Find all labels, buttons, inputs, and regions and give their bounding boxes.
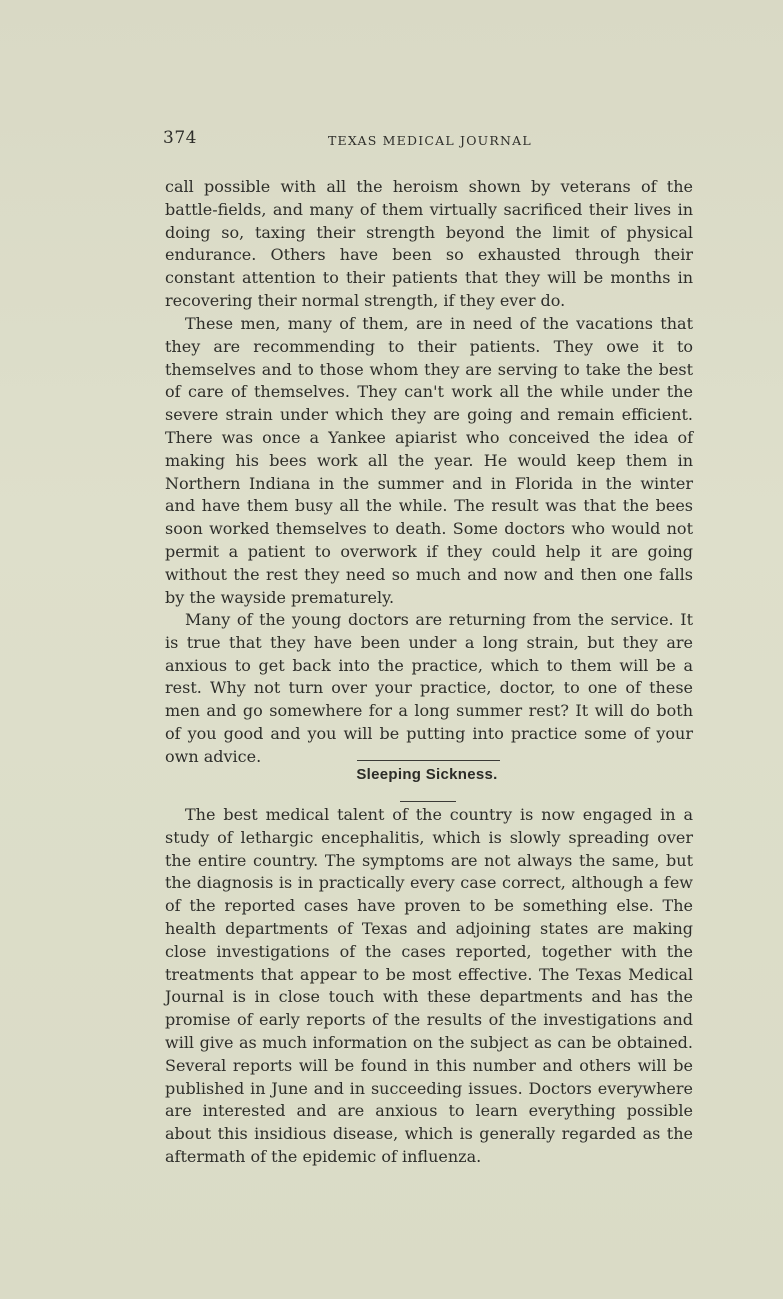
body-paragraph: call possible with all the heroism shown by veterans of the battle-fields, and many of them virtually sacrificed their lives in doing so, taxing their strength beyond the limit of physical endurance. Others have been so exhausted through their constant attention to their patients that they will be months in recovering their normal strength, if they ever do.	[165, 177, 693, 310]
running-head: TEXAS MEDICAL JOURNAL	[328, 133, 532, 148]
page-header	[163, 128, 693, 152]
section-paragraph: The best medical talent of the country is now engaged in a study of lethargic encephalitis, which is slowly spreading over the entire country. The symptoms are not always the same, but the diagnosis is in practically every case correct, although a few of the reported cases have proven to be something else. The health departments of Texas and adjoining states are making close investigations of the cases reported, together with the treatments that appear to be most effective. The Texas Medical Journal is in close touch with these departments and has the promise of early reports of the results of the investigations and will give as much information on the subject as can be obtained. Several reports will be found in this number and others will be published in June and in succeeding issues. Doctors everywhere are interested and are anxious to learn everything possible about this insidious disease, which is generally regarded as the aftermath of the epidemic of influenza.	[165, 805, 693, 1166]
body-paragraph: Many of the young doctors are returning from the service. It is true that they have been under a long strain, but they are anxious to get back into the practice, which to them will be a rest. Why not turn over your practice, doctor, to one of these men and go somewhere for a long summer rest? It will do both of you good and you will be putting into practice some of your own advice.	[165, 610, 693, 766]
body-paragraph: These men, many of them, are in need of the vacations that they are recommending to their patients. They owe it to themselves and to those whom they are serving to take the best of care of themselves. They can't work all the while under the severe strain under which they are going and remain efficient. There was once a Yankee apiarist who conceived the idea of making his bees work all the year. He would keep them in Northern Indiana in the summer and in Florida in the winter and have them busy all the while. The result was that the bees soon worked themselves to death. Some doctors who would not permit a patient to overwork if they could help it are going without the rest they need so much and now and then one falls by the wayside prematurely.	[165, 314, 693, 607]
section-title: Sleeping Sickness.	[356, 766, 498, 783]
title-rule	[400, 801, 456, 802]
page-number: 374	[163, 128, 197, 148]
article-end-rule	[357, 760, 500, 761]
